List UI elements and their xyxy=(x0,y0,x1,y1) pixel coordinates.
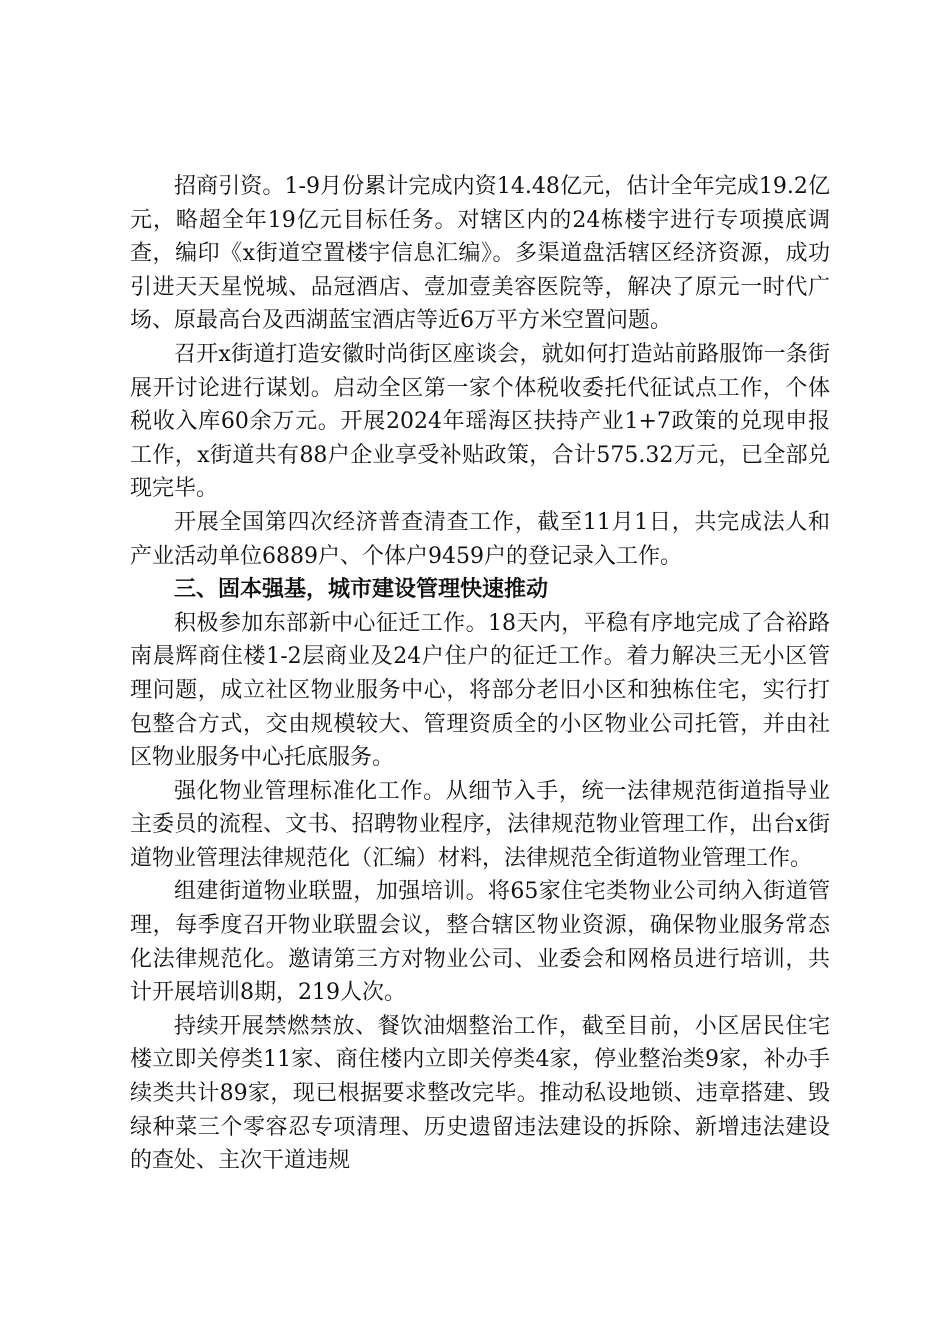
paragraph-fashion-street: 召开x街道打造安徽时尚街区座谈会，就如何打造站前路服饰一条街展开讨论进行谋划。启动全区第一家个体税收委托代征试点工作，个体税收入库60余万元。开展2024年瑶海区扶持产业1+7政策的兑现申报工作，x街道共有88户企业享受补贴政策，合计575.32万元，已全部兑现完毕。 xyxy=(130,341,830,502)
paragraph-relocation: 积极参加东部新中心征迁工作。18天内，平稳有序地完成了合裕路南晨辉商住楼1-2层商业及24户住户的征迁工作。着力解决三无小区管理问题，成立社区物业服务中心，将部分老旧小区和独栋住宅，实行打包整合方式，交由规模较大、管理资质全的小区物业公司托管，并由社区物业服务中心托底服务。 xyxy=(130,610,830,771)
paragraph-property-standardization: 强化物业管理标准化工作。从细节入手，统一法律规范街道指导业主委员的流程、文书、招聘物业程序，法律规范物业管理工作，出台x街道物业管理法律规范化（汇编）材料，法律规范全街道物业管理工作。 xyxy=(130,778,830,871)
paragraph-investment: 招商引资。1-9月份累计完成内资14.48亿元，估计全年完成19.2亿元，略超全年19亿元目标任务。对辖区内的24栋楼宇进行专项摸底调查，编印《x街道空置楼宇信息汇编》。多渠道盘活辖区经济资源，成功引进天天星悦城、品冠酒店、壹加壹美容医院等，解决了原元一时代广场、原最高台及西湖蓝宝酒店等近6万平方米空置问题。 xyxy=(130,174,830,334)
document-page xyxy=(130,170,830,1178)
paragraph-property-alliance: 组建街道物业联盟，加强培训。将65家住宅类物业公司纳入街道管理，每季度召开物业联盟会议，整合辖区物业资源，确保物业服务常态化法律规范化。邀请第三方对物业公司、业委会和网格员进行培训，共计开展培训8期，219人次。 xyxy=(130,879,830,1006)
section-heading: 三、固本强基，城市建设管理快速推动 xyxy=(174,577,549,603)
paragraph-rectification: 持续开展禁燃禁放、餐饮油烟整治工作，截至目前，小区居民住宅楼立即关停类11家、商住楼内立即关停类4家，停业整治类9家，补办手续类共计89家，现已根据要求整改完毕。推动私设地锁、违章搭建、毁绿种菜三个零容忍专项清理、历史遗留违法建设的拆除、新增违法建设的查处、主次干道违规 xyxy=(130,1013,830,1174)
paragraph-economic-census: 开展全国第四次经济普查清查工作，截至11月1日，共完成法人和产业活动单位6889户、个体户9459户的登记录入工作。 xyxy=(130,509,830,569)
